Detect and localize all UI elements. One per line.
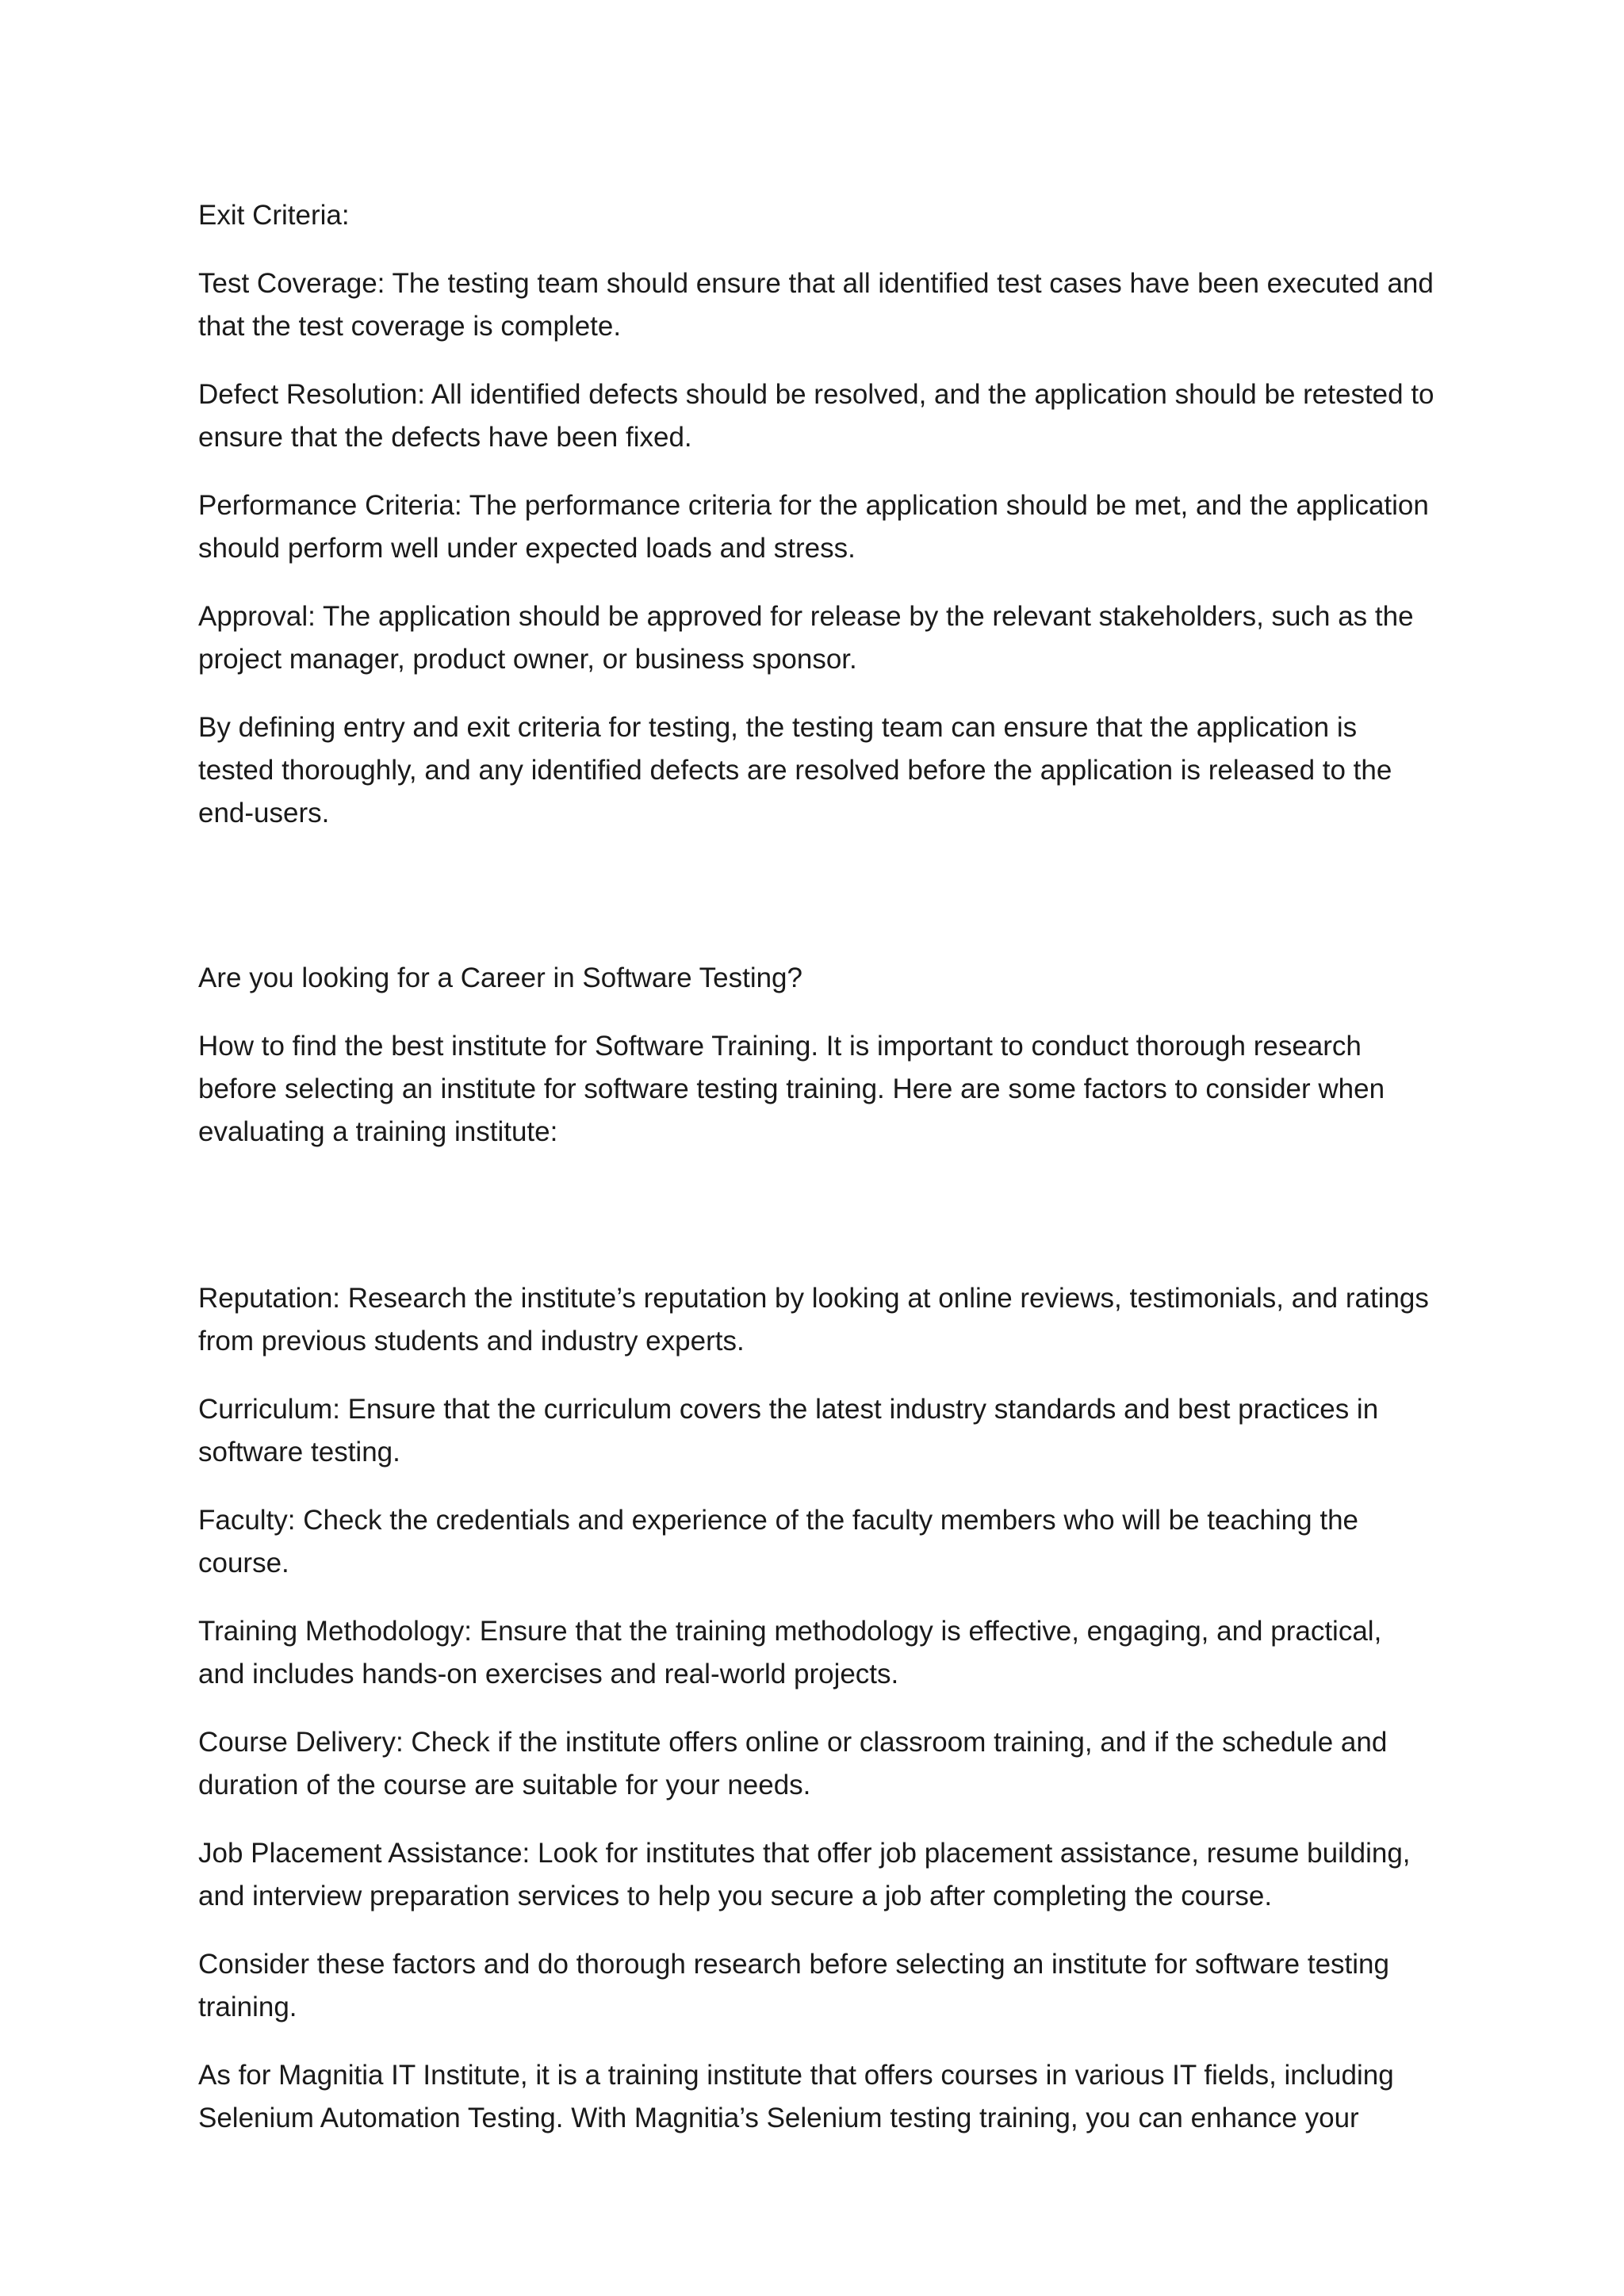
blank-space	[198, 1179, 1435, 1277]
defect-resolution-paragraph: Defect Resolution: All identified defects should be resolved, and the application should be retested to ensure that the defects have been fixed.	[198, 379, 1434, 453]
training-methodology-paragraph: Training Methodology: Ensure that the training methodology is effective, engaging, and practical, and includes hands-on exercises and real-world projects.	[198, 1616, 1382, 1689]
institute-intro-paragraph: How to find the best institute for Software Training. It is important to conduct thorough research before selecting an institute for software testing training. Here are some factors to consider when evaluating a training institute:	[198, 1031, 1385, 1147]
faculty-paragraph: Faculty: Check the credentials and experience of the faculty members who will be teaching the course.	[198, 1505, 1358, 1578]
magnitia-paragraph: As for Magnitia IT Institute, it is a training institute that offers courses in various IT fields, including Selenium Automation Testing. With Magnitia’s Selenium testing training, you can enhance your	[198, 2060, 1394, 2133]
career-question: Are you looking for a Career in Software Testing?	[198, 962, 802, 993]
reputation-paragraph: Reputation: Research the institute’s reputation by looking at online reviews, testimonials, and ratings from previous students and industry experts.	[198, 1283, 1429, 1357]
consider-factors-paragraph: Consider these factors and do thorough research before selecting an institute for software testing training.	[198, 1949, 1389, 2022]
exit-criteria-heading: Exit Criteria:	[198, 200, 350, 231]
approval-paragraph: Approval: The application should be approved for release by the relevant stakeholders, such as the project manager, product owner, or business sponsor.	[198, 601, 1414, 675]
course-delivery-paragraph: Course Delivery: Check if the institute offers online or classroom training, and if the schedule and duration of the course are suitable for your needs.	[198, 1727, 1388, 1800]
document-body	[198, 194, 1435, 2165]
blank-space	[198, 860, 1435, 957]
performance-criteria-paragraph: Performance Criteria: The performance criteria for the application should be met, and the application should perform well under expected loads and stress.	[198, 490, 1429, 564]
test-coverage-paragraph: Test Coverage: The testing team should ensure that all identified test cases have been executed and that the test coverage is complete.	[198, 268, 1434, 342]
summary-paragraph: By defining entry and exit criteria for testing, the testing team can ensure that the application is tested thoroughly, and any identified defects are resolved before the application is released to the end-users.	[198, 712, 1392, 828]
job-placement-paragraph: Job Placement Assistance: Look for institutes that offer job placement assistance, resume building, and interview preparation services to help you secure a job after completing the course.	[198, 1838, 1411, 1911]
curriculum-paragraph: Curriculum: Ensure that the curriculum covers the latest industry standards and best practices in software testing.	[198, 1394, 1379, 1468]
